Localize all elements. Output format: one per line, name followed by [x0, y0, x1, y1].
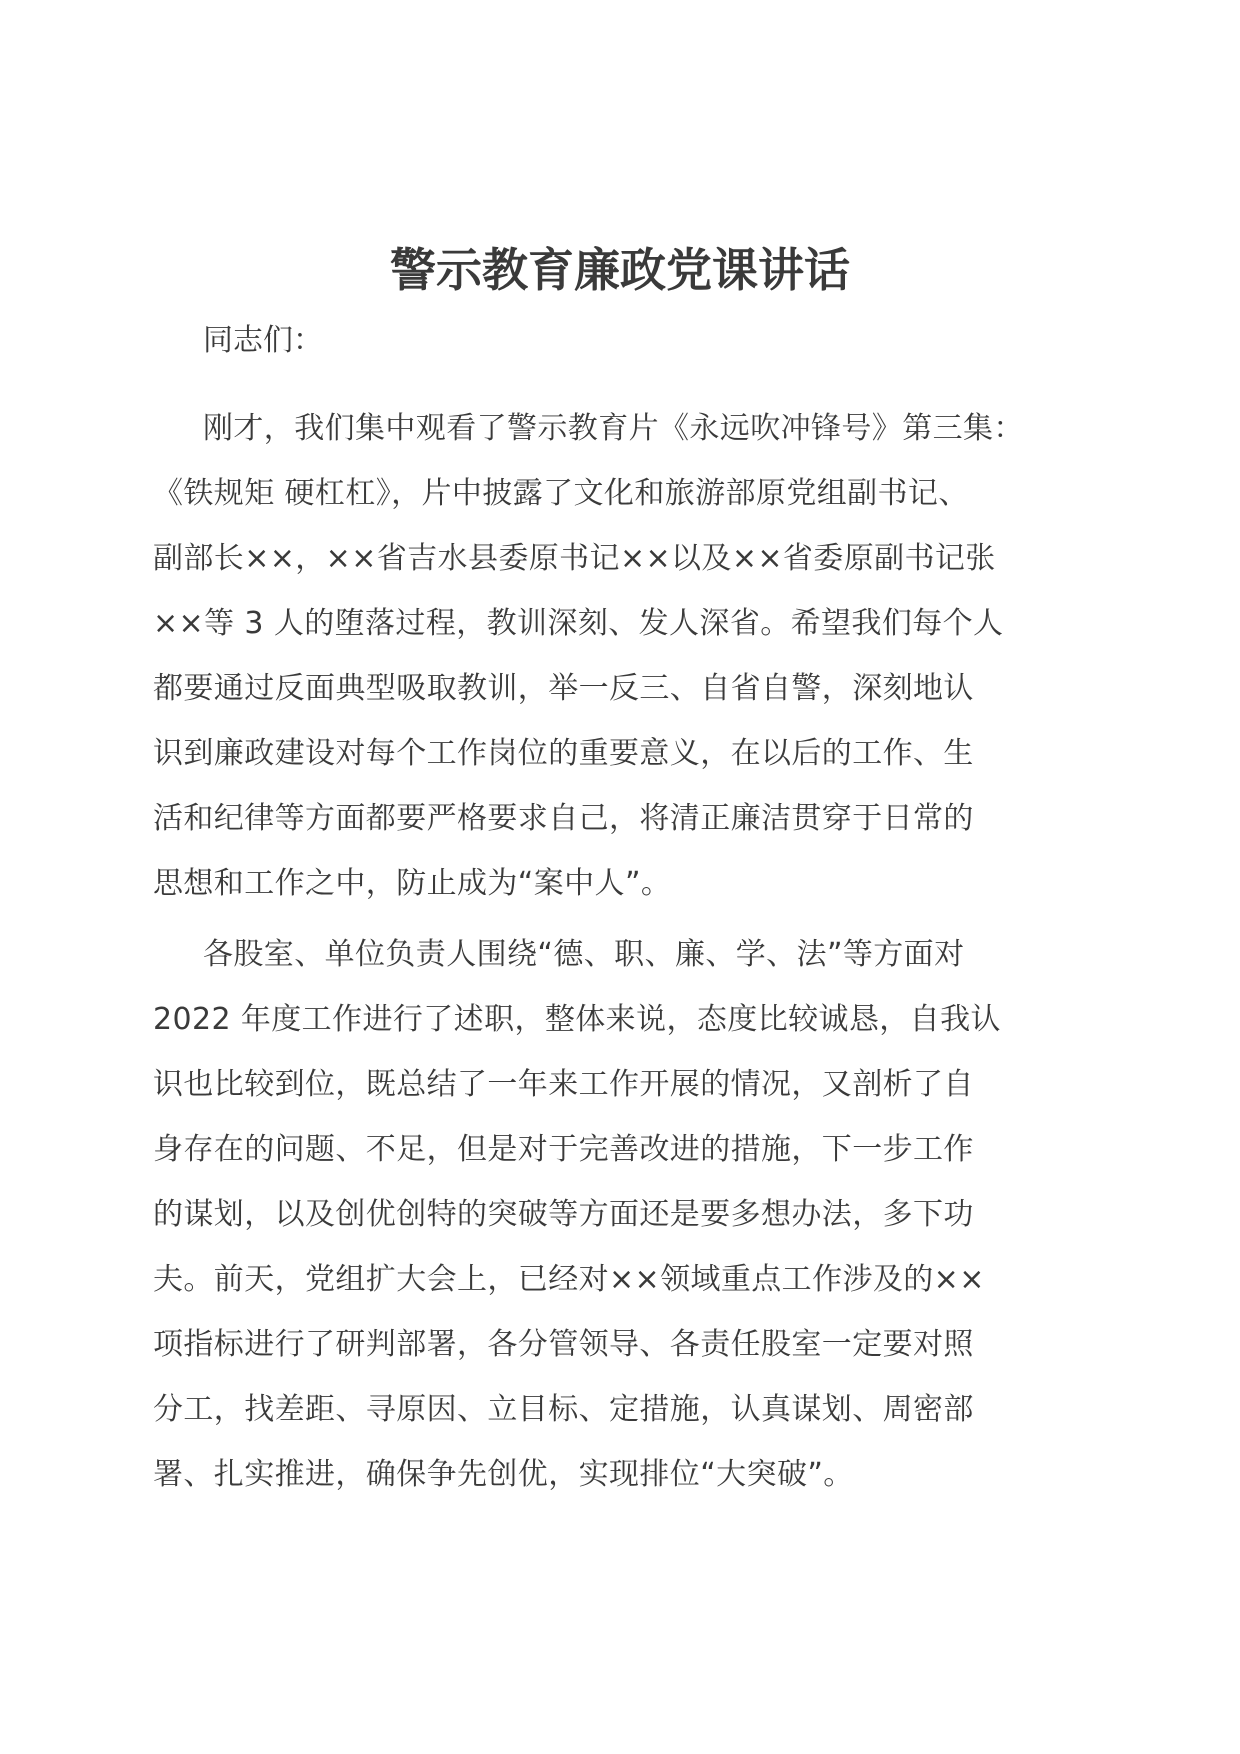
paragraph-line: 各股室、单位负责人围绕“德、职、廉、学、法”等方面对 — [203, 937, 965, 972]
paragraph-line: 刚才，我们集中观看了警示教育片《永远吹冲锋号》第三集： — [203, 411, 1024, 446]
document-title: 警示教育廉政党课讲话 — [390, 243, 850, 297]
paragraph-line: 的谋划，以及创优创特的突破等方面还是要多想办法，多下功 — [153, 1197, 974, 1232]
paragraph-line: 夫。前天，党组扩大会上，已经对××领域重点工作涉及的×× — [153, 1262, 985, 1297]
paragraph-line: 2022 年度工作进行了述职，整体来说，态度比较诚恳，自我认 — [153, 1002, 1001, 1037]
paragraph-line: 都要通过反面典型吸取教训，举一反三、自省自警，深刻地认 — [153, 671, 974, 706]
paragraph-line: 识到廉政建设对每个工作岗位的重要意义，在以后的工作、生 — [153, 736, 974, 771]
paragraph-line: ××等 3 人的堕落过程，教训深刻、发人深省。希望我们每个人 — [153, 606, 1004, 641]
paragraph-line: 《铁规矩 硬杠杠》，片中披露了文化和旅游部原党组副书记、 — [153, 476, 969, 511]
salutation: 同志们： — [203, 323, 323, 358]
paragraph-line: 活和纪律等方面都要严格要求自己，将清正廉洁贯穿于日常的 — [153, 801, 974, 836]
paragraph-line: 副部长××，××省吉水县委原书记××以及××省委原副书记张 — [153, 541, 996, 576]
paragraph-line: 项指标进行了研判部署，各分管领导、各责任股室一定要对照 — [153, 1327, 974, 1362]
paragraph-line: 身存在的问题、不足，但是对于完善改进的措施，下一步工作 — [153, 1132, 974, 1167]
paragraph-line: 识也比较到位，既总结了一年来工作开展的情况，又剖析了自 — [153, 1067, 974, 1102]
paragraph-line: 分工，找差距、寻原因、立目标、定措施，认真谋划、周密部 — [153, 1392, 974, 1427]
paragraph-2 — [153, 922, 1113, 1507]
paragraph-1 — [153, 396, 1113, 916]
paragraph-line: 思想和工作之中，防止成为“案中人”。 — [153, 866, 672, 901]
paragraph-line: 署、扎实推进，确保争先创优，实现排位“大突破”。 — [153, 1457, 854, 1492]
